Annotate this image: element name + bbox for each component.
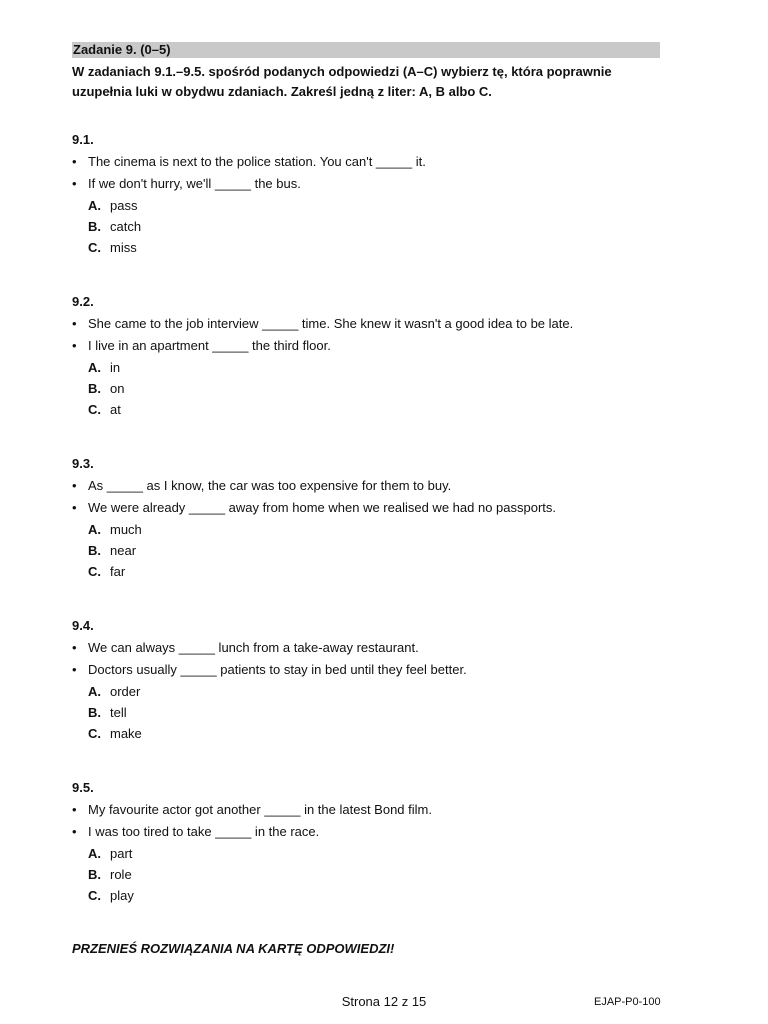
sentence-text: I was too tired to take _____ in the race. <box>88 824 320 839</box>
option-text: play <box>110 888 134 903</box>
option-letter: B. <box>88 543 101 558</box>
sentence-text: The cinema is next to the police station. You can't _____ it. <box>88 154 426 169</box>
sentence <box>72 475 672 497</box>
bullet: • <box>72 802 77 817</box>
option-text: catch <box>110 219 142 234</box>
option-letter: C. <box>88 888 101 903</box>
sentence-text: Doctors usually _____ patients to stay in bed until they feel better. <box>88 662 467 677</box>
option <box>72 681 672 702</box>
option-text: order <box>110 684 141 699</box>
question <box>72 615 672 744</box>
option-text: near <box>110 543 137 558</box>
option-letter: C. <box>88 402 101 417</box>
option-text: at <box>110 402 121 417</box>
option-text: part <box>110 846 133 861</box>
transfer-note: PRZENIEŚ ROZWIĄZANIA NA KARTĘ ODPOWIEDZI! <box>72 941 395 956</box>
bullet: • <box>72 662 77 677</box>
sentence-text: We can always _____ lunch from a take-away restaurant. <box>88 640 419 655</box>
option <box>72 723 672 744</box>
option-letter: B. <box>88 381 101 396</box>
question <box>72 129 672 258</box>
question-number: 9.2. <box>72 294 94 309</box>
bullet: • <box>72 176 77 191</box>
option-letter: C. <box>88 564 101 579</box>
bullet: • <box>72 316 77 331</box>
question-number: 9.4. <box>72 618 94 633</box>
option <box>72 702 672 723</box>
question <box>72 291 672 420</box>
option <box>72 195 672 216</box>
option-text: in <box>110 360 121 375</box>
sentence-text: She came to the job interview _____ time. She knew it wasn't a good idea to be late. <box>88 316 574 331</box>
option-text: miss <box>110 240 137 255</box>
option-letter: A. <box>88 360 101 375</box>
option-letter: B. <box>88 219 101 234</box>
option-text: much <box>110 522 142 537</box>
option <box>72 519 672 540</box>
option <box>72 864 672 885</box>
option-letter: A. <box>88 522 101 537</box>
option-text: on <box>110 381 125 396</box>
question <box>72 453 672 582</box>
sentence-text: If we don't hurry, we'll _____ the bus. <box>88 176 301 191</box>
question-number: 9.1. <box>72 132 94 147</box>
option <box>72 843 672 864</box>
option-letter: C. <box>88 726 101 741</box>
sentence <box>72 637 672 659</box>
question-number: 9.5. <box>72 780 94 795</box>
sentence <box>72 659 672 681</box>
option-text: make <box>110 726 142 741</box>
option <box>72 216 672 237</box>
option <box>72 357 672 378</box>
option-letter: B. <box>88 705 101 720</box>
sentence-text: As _____ as I know, the car was too expensive for them to buy. <box>88 478 452 493</box>
task-header: Zadanie 9. (0–5) <box>72 42 660 58</box>
option <box>72 237 672 258</box>
bullet: • <box>72 154 77 169</box>
sentence <box>72 313 672 335</box>
option <box>72 561 672 582</box>
doc-code: EJAP-P0-100 <box>594 996 661 1008</box>
bullet: • <box>72 338 77 353</box>
question <box>72 777 672 906</box>
option-text: far <box>110 564 126 579</box>
bullet: • <box>72 478 77 493</box>
bullet: • <box>72 824 77 839</box>
bullet: • <box>72 500 77 515</box>
option-letter: C. <box>88 240 101 255</box>
page-number: Strona 12 z 15 <box>341 994 427 1009</box>
option-letter: A. <box>88 846 101 861</box>
option-text: pass <box>110 198 138 213</box>
sentence-text: I live in an apartment _____ the third floor. <box>88 338 331 353</box>
option-text: tell <box>110 705 127 720</box>
sentence <box>72 173 672 195</box>
sentence <box>72 821 672 843</box>
sentence-text: My favourite actor got another _____ in the latest Bond film. <box>88 802 432 817</box>
bullet: • <box>72 640 77 655</box>
option <box>72 378 672 399</box>
question-number: 9.3. <box>72 456 94 471</box>
sentence-text: We were already _____ away from home when we realised we had no passports. <box>88 500 557 515</box>
option-letter: B. <box>88 867 101 882</box>
sentence <box>72 151 672 173</box>
option-letter: A. <box>88 198 101 213</box>
option <box>72 885 672 906</box>
sentence <box>72 335 672 357</box>
option <box>72 399 672 420</box>
instructions: W zadaniach 9.1.–9.5. spośród podanych odpowiedzi (A–C) wybierz tę, która poprawnie uzupełnia luki w obydwu zdaniach. Zakreśl jedną z liter: A, B albo C. <box>72 64 612 99</box>
option-letter: A. <box>88 684 101 699</box>
sentence <box>72 497 672 519</box>
option-text: role <box>110 867 132 882</box>
sentence <box>72 799 672 821</box>
option <box>72 540 672 561</box>
